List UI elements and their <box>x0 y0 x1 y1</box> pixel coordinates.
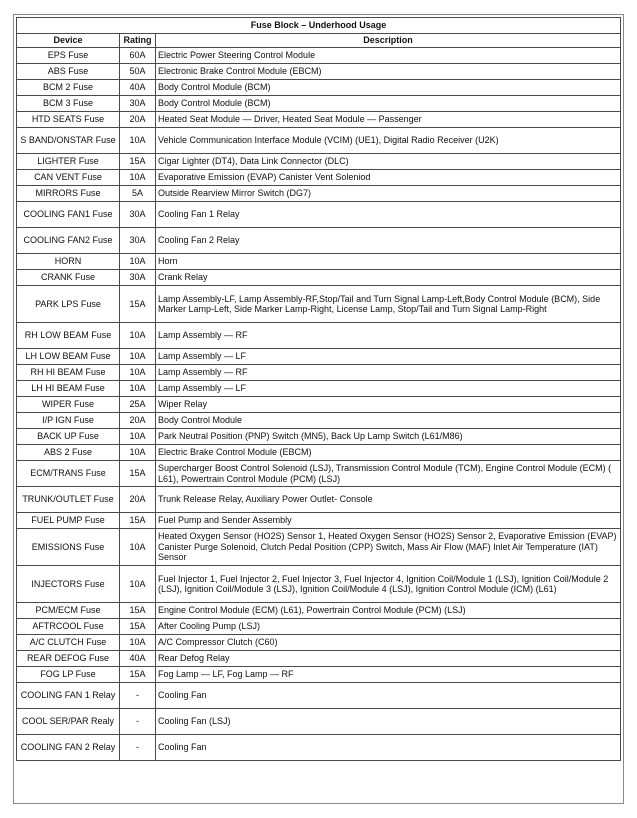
description-cell: Fog Lamp — LF, Fog Lamp — RF <box>156 667 621 683</box>
table-row <box>17 397 621 413</box>
table-row <box>17 128 621 154</box>
device-cell: REAR DEFOG Fuse <box>17 651 120 667</box>
rating-cell: 10A <box>120 323 156 349</box>
rating-cell: 15A <box>120 603 156 619</box>
rating-cell: 40A <box>120 651 156 667</box>
table-body <box>17 48 621 761</box>
device-cell: I/P IGN Fuse <box>17 413 120 429</box>
device-cell: HORN <box>17 254 120 270</box>
rating-cell: 5A <box>120 186 156 202</box>
device-cell: A/C CLUTCH Fuse <box>17 635 120 651</box>
description-cell: Fuel Pump and Sender Assembly <box>156 513 621 529</box>
rating-cell: 20A <box>120 112 156 128</box>
description-cell: Horn <box>156 254 621 270</box>
description-cell: Lamp Assembly — LF <box>156 349 621 365</box>
rating-cell: 15A <box>120 513 156 529</box>
table-row <box>17 202 621 228</box>
device-cell: WIPER Fuse <box>17 397 120 413</box>
rating-cell: 30A <box>120 270 156 286</box>
rating-cell: 30A <box>120 228 156 254</box>
device-cell: CRANK Fuse <box>17 270 120 286</box>
table-row <box>17 154 621 170</box>
rating-cell: 30A <box>120 202 156 228</box>
table-row <box>17 64 621 80</box>
column-header-rating: Rating <box>120 34 156 48</box>
table-row <box>17 112 621 128</box>
device-cell: S BAND/ONSTAR Fuse <box>17 128 120 154</box>
rating-cell: 10A <box>120 635 156 651</box>
rating-cell: 10A <box>120 445 156 461</box>
rating-cell: 25A <box>120 397 156 413</box>
description-cell: Wiper Relay <box>156 397 621 413</box>
description-cell: Lamp Assembly — LF <box>156 381 621 397</box>
table-row <box>17 323 621 349</box>
rating-cell: 10A <box>120 365 156 381</box>
rating-cell: 15A <box>120 667 156 683</box>
device-cell: EMISSIONS Fuse <box>17 529 120 566</box>
description-cell: Lamp Assembly-LF, Lamp Assembly-RF,Stop/Tail and Turn Signal Lamp-Left,Body Control Module (BCM), Side Marker Lamp-Left, Side Marker Lamp-Right, License Lamp, Stop/Tail and Turn Signal Lamp-Right <box>156 286 621 323</box>
fuse-table <box>16 17 621 761</box>
rating-cell: 10A <box>120 381 156 397</box>
rating-cell: 15A <box>120 619 156 635</box>
rating-cell: 15A <box>120 461 156 487</box>
table-row <box>17 381 621 397</box>
table-row <box>17 635 621 651</box>
table-row <box>17 529 621 566</box>
description-cell: A/C Compressor Clutch (C60) <box>156 635 621 651</box>
description-cell: Heated Seat Module — Driver, Heated Seat Module — Passenger <box>156 112 621 128</box>
device-cell: INJECTORS Fuse <box>17 566 120 603</box>
table-row <box>17 566 621 603</box>
table-row <box>17 286 621 323</box>
description-cell: Fuel Injector 1, Fuel Injector 2, Fuel Injector 3, Fuel Injector 4, Ignition Coil/Module 1 (LSJ), Ignition Coil/Module 2 (LSJ), Ignition Coil/Module 3 (LSJ), Ignition Coil/Module 4 (LSJ), Ignition Control Module (ICM) (L61) <box>156 566 621 603</box>
rating-cell: 10A <box>120 429 156 445</box>
description-cell: Body Control Module (BCM) <box>156 80 621 96</box>
description-cell: After Cooling Pump (LSJ) <box>156 619 621 635</box>
description-cell: Park Neutral Position (PNP) Switch (MN5), Back Up Lamp Switch (L61/M86) <box>156 429 621 445</box>
device-cell: COOLING FAN 2 Relay <box>17 735 120 761</box>
rating-cell: 20A <box>120 413 156 429</box>
description-cell: Lamp Assembly — RF <box>156 365 621 381</box>
description-cell: Lamp Assembly — RF <box>156 323 621 349</box>
rating-cell: 10A <box>120 128 156 154</box>
table-row <box>17 735 621 761</box>
description-cell: Cigar Lighter (DT4), Data Link Connector (DLC) <box>156 154 621 170</box>
table-row <box>17 349 621 365</box>
table-row <box>17 80 621 96</box>
rating-cell: 60A <box>120 48 156 64</box>
description-cell: Trunk Release Relay, Auxiliary Power Outlet- Console <box>156 487 621 513</box>
description-cell: Cooling Fan (LSJ) <box>156 709 621 735</box>
rating-cell: 10A <box>120 566 156 603</box>
description-cell: Outside Rearview Mirror Switch (DG7) <box>156 186 621 202</box>
rating-cell: 10A <box>120 170 156 186</box>
description-cell: Body Control Module (BCM) <box>156 96 621 112</box>
device-cell: ABS Fuse <box>17 64 120 80</box>
device-cell: BCM 2 Fuse <box>17 80 120 96</box>
rating-cell: 10A <box>120 254 156 270</box>
device-cell: PARK LPS Fuse <box>17 286 120 323</box>
rating-cell: 15A <box>120 154 156 170</box>
device-cell: BACK UP Fuse <box>17 429 120 445</box>
rating-cell: 10A <box>120 349 156 365</box>
device-cell: TRUNK/OUTLET Fuse <box>17 487 120 513</box>
table-row <box>17 48 621 64</box>
table-row <box>17 445 621 461</box>
fuse-table-frame <box>13 14 624 804</box>
description-cell: Evaporative Emission (EVAP) Canister Vent Soleniod <box>156 170 621 186</box>
device-cell: MIRRORS Fuse <box>17 186 120 202</box>
table-row <box>17 683 621 709</box>
table-row <box>17 254 621 270</box>
device-cell: LH LOW BEAM Fuse <box>17 349 120 365</box>
table-row <box>17 651 621 667</box>
device-cell: PCM/ECM Fuse <box>17 603 120 619</box>
column-header-description: Description <box>156 34 621 48</box>
rating-cell: 40A <box>120 80 156 96</box>
description-cell: Electronic Brake Control Module (EBCM) <box>156 64 621 80</box>
device-cell: FOG LP Fuse <box>17 667 120 683</box>
description-cell: Supercharger Boost Control Solenoid (LSJ), Transmission Control Module (TCM), Engine Control Module (ECM) ( L61), Powertrain Control Module (PCM) (LSJ) <box>156 461 621 487</box>
description-cell: Electric Brake Control Module (EBCM) <box>156 445 621 461</box>
rating-cell: - <box>120 709 156 735</box>
device-cell: COOLING FAN1 Fuse <box>17 202 120 228</box>
table-row <box>17 513 621 529</box>
table-title: Fuse Block – Underhood Usage <box>17 18 621 34</box>
device-cell: COOLING FAN2 Fuse <box>17 228 120 254</box>
description-cell: Cooling Fan 1 Relay <box>156 202 621 228</box>
description-cell: Electric Power Steering Control Module <box>156 48 621 64</box>
table-row <box>17 603 621 619</box>
rating-cell: 50A <box>120 64 156 80</box>
description-cell: Engine Control Module (ECM) (L61), Powertrain Control Module (PCM) (LSJ) <box>156 603 621 619</box>
column-header-device: Device <box>17 34 120 48</box>
rating-cell: - <box>120 735 156 761</box>
rating-cell: - <box>120 683 156 709</box>
table-row <box>17 270 621 286</box>
table-row <box>17 186 621 202</box>
rating-cell: 20A <box>120 487 156 513</box>
rating-cell: 30A <box>120 96 156 112</box>
table-row <box>17 619 621 635</box>
description-cell: Cooling Fan <box>156 683 621 709</box>
description-cell: Cooling Fan 2 Relay <box>156 228 621 254</box>
device-cell: ABS 2 Fuse <box>17 445 120 461</box>
table-row <box>17 413 621 429</box>
table-row <box>17 228 621 254</box>
table-row <box>17 667 621 683</box>
rating-cell: 10A <box>120 529 156 566</box>
device-cell: BCM 3 Fuse <box>17 96 120 112</box>
description-cell: Crank Relay <box>156 270 621 286</box>
device-cell: HTD SEATS Fuse <box>17 112 120 128</box>
table-row <box>17 365 621 381</box>
table-row <box>17 461 621 487</box>
description-cell: Vehicle Communication Interface Module (VCIM) (UE1), Digital Radio Receiver (U2K) <box>156 128 621 154</box>
device-cell: CAN VENT Fuse <box>17 170 120 186</box>
description-cell: Cooling Fan <box>156 735 621 761</box>
table-row <box>17 487 621 513</box>
device-cell: EPS Fuse <box>17 48 120 64</box>
table-row <box>17 96 621 112</box>
device-cell: RH LOW BEAM Fuse <box>17 323 120 349</box>
device-cell: LIGHTER Fuse <box>17 154 120 170</box>
description-cell: Body Control Module <box>156 413 621 429</box>
table-row <box>17 709 621 735</box>
device-cell: COOL SER/PAR Realy <box>17 709 120 735</box>
table-row <box>17 429 621 445</box>
device-cell: RH HI BEAM Fuse <box>17 365 120 381</box>
rating-cell: 15A <box>120 286 156 323</box>
device-cell: LH HI BEAM Fuse <box>17 381 120 397</box>
device-cell: FUEL PUMP Fuse <box>17 513 120 529</box>
description-cell: Heated Oxygen Sensor (HO2S) Sensor 1, Heated Oxygen Sensor (HO2S) Sensor 2, Evaporative Emission (EVAP) Canister Purge Solenoid, Clutch Pedal Position (CPP) Switch, Mass Air Flow (MAF) Inlet Air Temperature (IAT) Sensor <box>156 529 621 566</box>
device-cell: COOLING FAN 1 Relay <box>17 683 120 709</box>
description-cell: Rear Defog Relay <box>156 651 621 667</box>
table-row <box>17 170 621 186</box>
device-cell: ECM/TRANS Fuse <box>17 461 120 487</box>
device-cell: AFTRCOOL Fuse <box>17 619 120 635</box>
